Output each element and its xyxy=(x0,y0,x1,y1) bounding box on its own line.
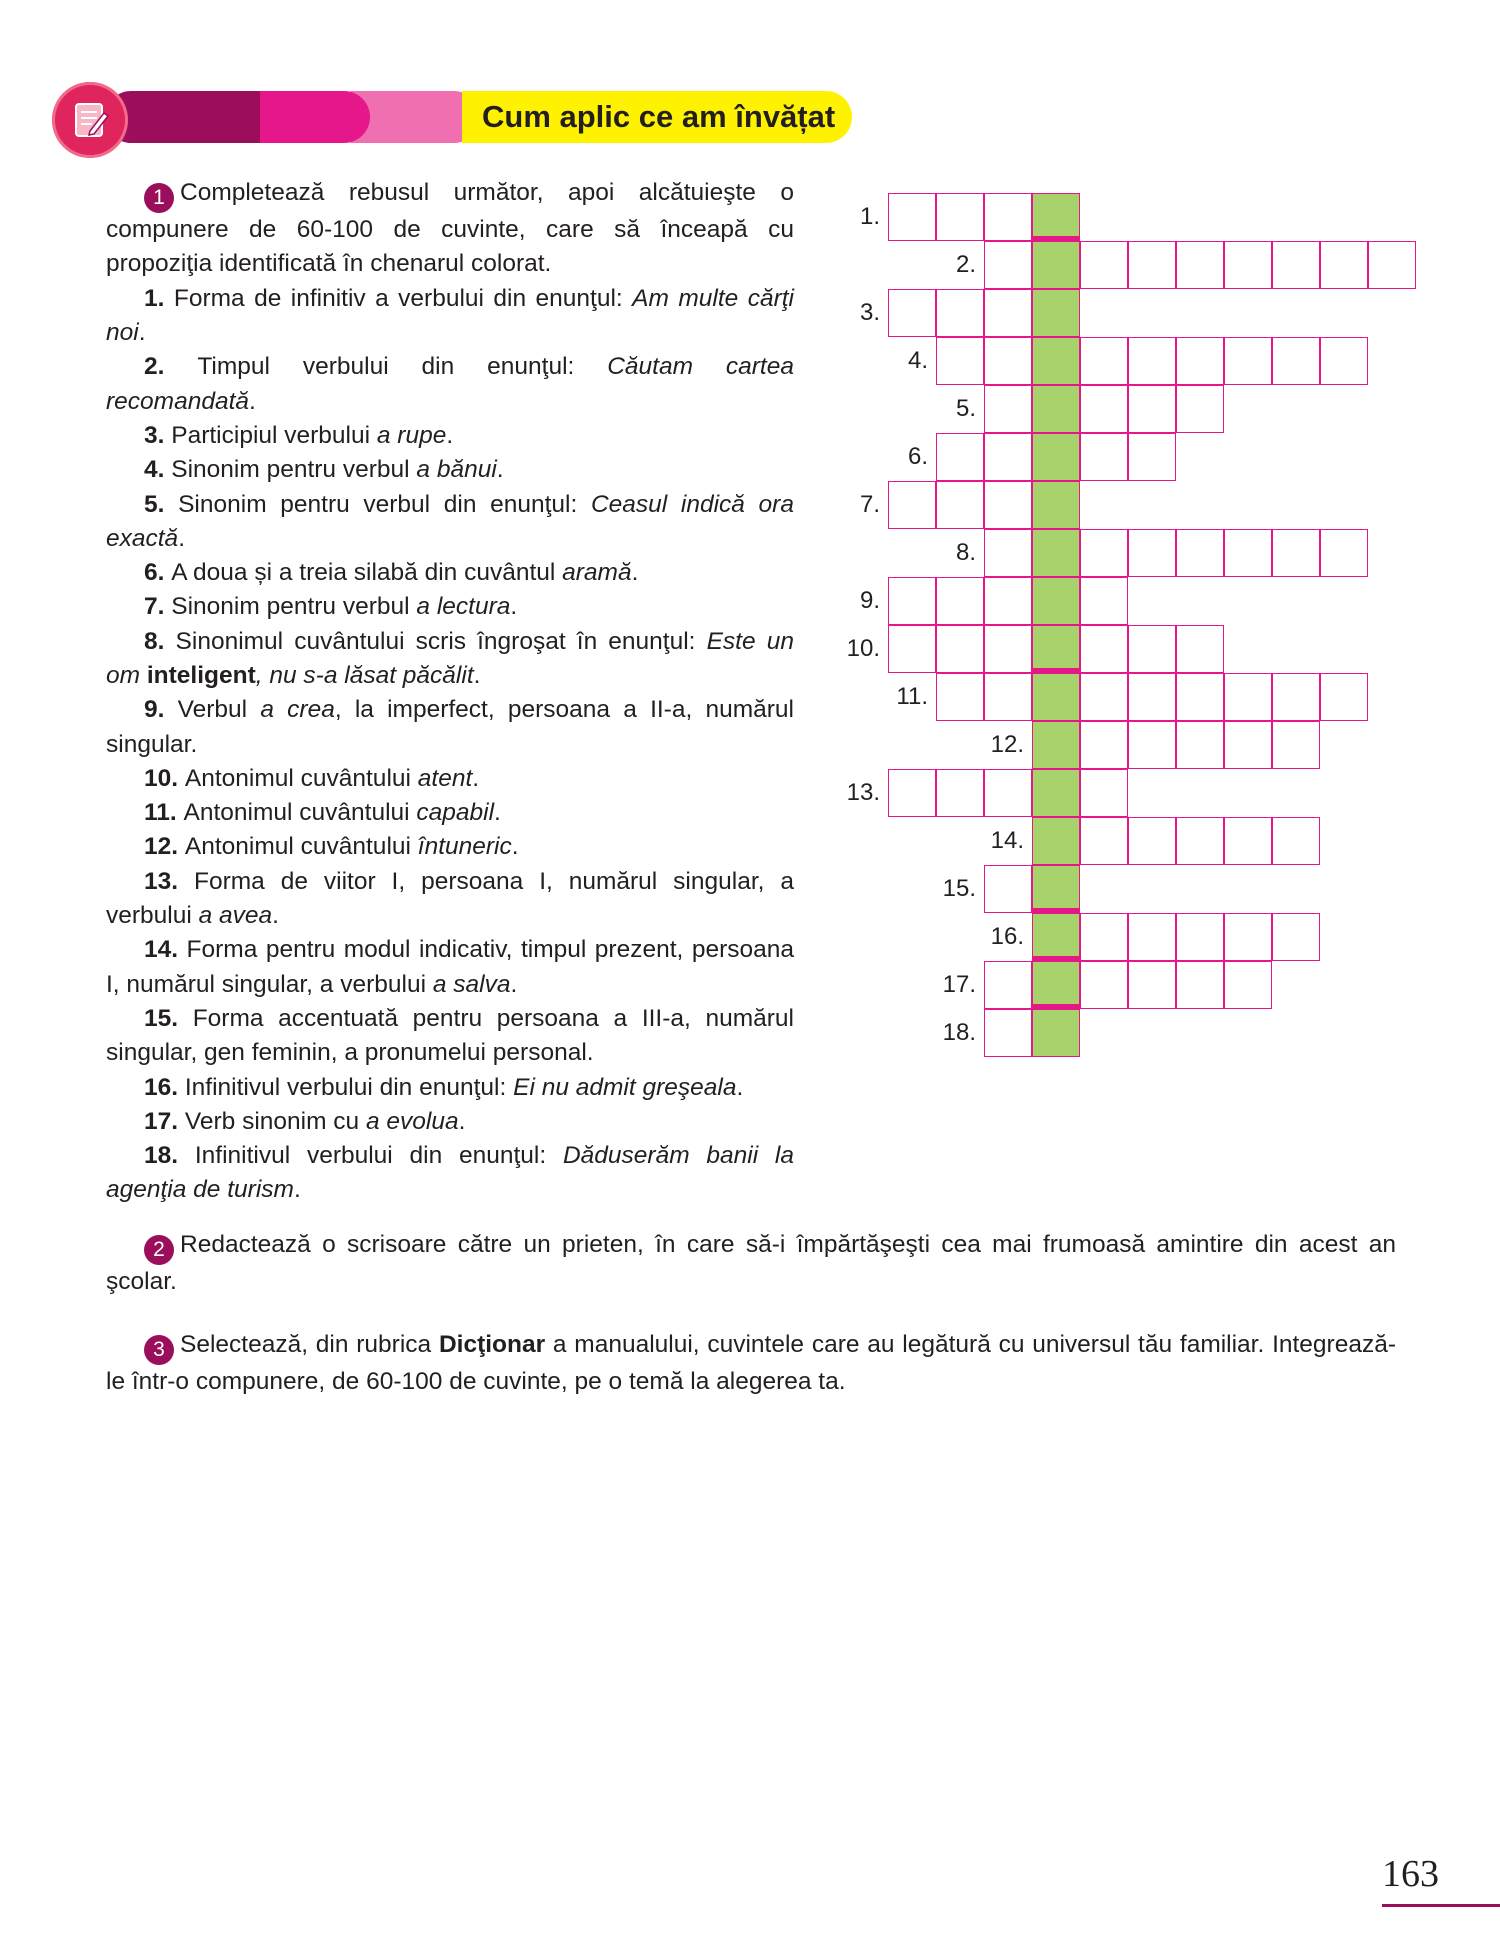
clue-number: 12. xyxy=(144,833,185,861)
crossword-cell[interactable] xyxy=(1224,529,1272,577)
crossword-cell[interactable] xyxy=(1128,433,1176,481)
crossword-cell[interactable] xyxy=(984,289,1032,337)
crossword-cell[interactable] xyxy=(984,961,1032,1009)
clue-example: a evolua xyxy=(366,1107,459,1135)
section-title-pill xyxy=(462,91,852,143)
clue-text: Timpul verbului din enunţul: xyxy=(197,353,608,381)
crossword-cell[interactable] xyxy=(1080,241,1128,289)
crossword-cell[interactable] xyxy=(1128,817,1176,865)
crossword-cell[interactable] xyxy=(984,481,1032,529)
clue-text: Antonimul cuvântului xyxy=(183,799,417,827)
crossword-cell[interactable] xyxy=(936,433,984,481)
crossword-cell[interactable] xyxy=(1128,961,1176,1009)
crossword-cell[interactable] xyxy=(888,193,936,241)
clue-example: Căutam cartea recomandată xyxy=(106,353,794,415)
crossword-cell[interactable] xyxy=(1176,241,1224,289)
crossword-cell[interactable] xyxy=(888,577,936,625)
clue-number: 2. xyxy=(144,353,198,381)
crossword-row-label: 16. xyxy=(990,923,1024,950)
crossword-cell[interactable] xyxy=(1128,721,1176,769)
clue-text: Verb sinonim cu xyxy=(184,1107,366,1135)
clue-example: Ei nu admit greşeala xyxy=(513,1073,737,1101)
clue-example: , nu s-a lăsat păcălit xyxy=(255,662,474,689)
crossword-row-label: 5. xyxy=(955,395,976,422)
exercise-2-text: Redactează o scrisoare către un prieten, în care să-i împărtăşeşti cea mai frumoasă amintire din acest an şcolar. xyxy=(106,1231,1396,1296)
clue-number: 10. xyxy=(144,764,185,792)
clue-example: a rupe xyxy=(376,421,447,449)
crossword-cell[interactable] xyxy=(984,1009,1032,1057)
crossword-cell[interactable] xyxy=(984,769,1032,817)
crossword-cell[interactable] xyxy=(888,769,936,817)
crossword-cell[interactable] xyxy=(1176,625,1224,673)
crossword-row-label: 6. xyxy=(907,443,928,470)
clue-number: 9. xyxy=(144,696,178,724)
clue-example: a lectura xyxy=(416,593,511,621)
clue-item xyxy=(106,1071,794,1105)
clue-text: Participiul verbului xyxy=(171,421,377,449)
crossword-key-cell[interactable] xyxy=(1032,289,1080,337)
crossword-cell[interactable] xyxy=(936,673,984,721)
crossword-key-cell[interactable] xyxy=(1032,481,1080,529)
crossword-cell[interactable] xyxy=(1080,913,1128,961)
clue-end: . xyxy=(631,559,639,587)
clue-item xyxy=(106,282,794,351)
crossword-key-cell[interactable] xyxy=(1032,625,1080,673)
crossword-cell[interactable] xyxy=(936,625,984,673)
clue-text: Infinitivul verbului din enunţul: xyxy=(194,1142,563,1170)
crossword-cell[interactable] xyxy=(984,241,1032,289)
crossword-cell[interactable] xyxy=(1128,337,1176,385)
crossword-cell[interactable] xyxy=(1080,817,1128,865)
crossword-cell[interactable] xyxy=(1128,673,1176,721)
exercise-1 xyxy=(106,176,794,1208)
crossword-key-cell[interactable] xyxy=(1032,337,1080,385)
crossword-cell[interactable] xyxy=(1272,529,1320,577)
crossword-cell[interactable] xyxy=(1320,529,1368,577)
clue-end: . xyxy=(473,662,481,689)
crossword-cell[interactable] xyxy=(1320,241,1368,289)
clue-number: 8. xyxy=(144,627,176,655)
crossword-key-cell[interactable] xyxy=(1032,865,1080,913)
clue-end: . xyxy=(494,799,501,827)
clue-text: Sinonim pentru verbul xyxy=(171,593,417,621)
crossword-cell[interactable] xyxy=(1080,337,1128,385)
clue-text: Forma pentru modul indicativ, timpul prezent, persoana I, numărul singular, a verbului xyxy=(106,936,794,998)
clue-number: 17. xyxy=(144,1107,185,1135)
crossword-cell[interactable] xyxy=(1272,337,1320,385)
crossword-cell[interactable] xyxy=(1224,817,1272,865)
clue-end: . xyxy=(249,387,256,415)
crossword-cell[interactable] xyxy=(1128,529,1176,577)
clue-item xyxy=(106,556,794,590)
crossword-key-cell[interactable] xyxy=(1032,433,1080,481)
crossword-row-label: 7. xyxy=(859,491,880,518)
clue-item xyxy=(106,1002,794,1071)
clue-number: 16. xyxy=(144,1073,185,1101)
clue-item xyxy=(106,1139,794,1208)
clue-end: . xyxy=(472,764,480,792)
clue-end: . xyxy=(586,1039,594,1067)
clue-end: . xyxy=(178,524,185,552)
crossword-cell[interactable] xyxy=(936,481,984,529)
crossword-row-label: 17. xyxy=(942,971,976,998)
crossword-key-cell[interactable] xyxy=(1032,817,1080,865)
crossword-cell[interactable] xyxy=(1176,961,1224,1009)
crossword-key-cell[interactable] xyxy=(1032,961,1080,1009)
crossword-row-label: 9. xyxy=(859,587,880,614)
clue-item xyxy=(106,590,794,624)
crossword-row-label: 14. xyxy=(990,827,1024,854)
clue-end: . xyxy=(736,1073,744,1101)
crossword-key-cell[interactable] xyxy=(1032,193,1080,241)
clue-number: 5. xyxy=(144,490,179,518)
page-number: 163 xyxy=(1382,1853,1439,1895)
crossword-cell[interactable] xyxy=(936,289,984,337)
crossword-cell[interactable] xyxy=(1080,625,1128,673)
crossword-cell[interactable] xyxy=(1080,385,1128,433)
clue-number: 13. xyxy=(144,867,194,895)
clue-example: a crea xyxy=(260,696,335,724)
crossword-cell[interactable] xyxy=(1176,385,1224,433)
crossword-row-label: 3. xyxy=(859,299,880,326)
clue-bold-word: inteligent xyxy=(146,662,256,689)
crossword-cell[interactable] xyxy=(1128,241,1176,289)
clue-example: Ceasul indică ora exactă xyxy=(106,490,794,552)
clue-example: a avea xyxy=(198,902,273,930)
clue-text: A doua și a treia silabă din cuvântul xyxy=(171,559,563,587)
clue-number: 3. xyxy=(144,421,172,449)
clue-end: . xyxy=(138,319,146,347)
crossword-key-cell[interactable] xyxy=(1032,577,1080,625)
clue-text: Verbul xyxy=(177,696,261,724)
exercise-number-badge: 2 xyxy=(144,1235,174,1265)
clue-number: 18. xyxy=(144,1142,195,1170)
crossword-cell[interactable] xyxy=(1080,721,1128,769)
exercise-2 xyxy=(106,1228,1396,1299)
crossword-cell[interactable] xyxy=(984,625,1032,673)
writing-pad-icon xyxy=(52,82,128,158)
crossword-cell[interactable] xyxy=(936,337,984,385)
clue-example: capabil xyxy=(416,799,495,827)
clue-number: 7. xyxy=(144,593,172,621)
clue-end: . xyxy=(496,456,504,484)
crossword-row-label: 1. xyxy=(859,203,880,230)
clue-end: . xyxy=(511,833,519,861)
clue-end: . xyxy=(272,902,279,930)
crossword-cell[interactable] xyxy=(1176,673,1224,721)
crossword-cell[interactable] xyxy=(936,193,984,241)
section-title: Cum aplic ce am învățat xyxy=(482,99,836,134)
clue-item xyxy=(106,693,794,762)
clue-number: 11. xyxy=(144,799,184,827)
clue-text: Antonimul cuvântului xyxy=(184,833,418,861)
clue-item xyxy=(106,762,794,796)
crossword-key-cell[interactable] xyxy=(1032,721,1080,769)
crossword-cell[interactable] xyxy=(1272,721,1320,769)
clue-item xyxy=(106,453,794,487)
crossword-row-label: 13. xyxy=(846,779,880,806)
crossword-row-label: 12. xyxy=(990,731,1024,758)
clue-end: . xyxy=(510,970,518,998)
crossword-cell[interactable] xyxy=(984,433,1032,481)
crossword-cell[interactable] xyxy=(1080,769,1128,817)
crossword-cell[interactable] xyxy=(1224,337,1272,385)
crossword-cell[interactable] xyxy=(936,577,984,625)
clue-example: Dăduserăm banii la agenţia de turism xyxy=(106,1142,794,1204)
clue-text: Forma accentuată pentru persoana a III-a, numărul singular, gen feminin, a pronumelui personal xyxy=(106,1004,794,1067)
clue-end: . xyxy=(190,730,198,758)
crossword-key-cell[interactable] xyxy=(1032,529,1080,577)
crossword-cell[interactable] xyxy=(984,193,1032,241)
crossword-row-label: 2. xyxy=(955,251,976,278)
crossword-row-label: 18. xyxy=(942,1019,976,1046)
crossword-row-label: 10. xyxy=(846,635,880,662)
clue-item xyxy=(106,865,794,934)
clue-item xyxy=(106,488,794,557)
crossword-row-label: 8. xyxy=(955,539,976,566)
clue-end: . xyxy=(446,421,454,449)
clue-example: întuneric xyxy=(417,833,512,861)
clue-end: . xyxy=(510,593,518,621)
crossword-cell[interactable] xyxy=(1080,577,1128,625)
crossword-cell[interactable] xyxy=(1176,721,1224,769)
exercise-3 xyxy=(106,1328,1396,1399)
exercise-number-badge: 3 xyxy=(144,1335,174,1365)
crossword-row-label: 11. xyxy=(896,683,928,710)
exercise-number-badge: 1 xyxy=(144,183,174,213)
clue-item xyxy=(106,796,794,830)
crossword-key-cell[interactable] xyxy=(1032,913,1080,961)
clue-text: Sinonimul cuvântului scris îngroşat în enunţul: xyxy=(175,627,707,655)
crossword-cell[interactable] xyxy=(888,625,936,673)
clue-item xyxy=(106,419,794,453)
clue-list xyxy=(106,282,794,1208)
crossword-cell[interactable] xyxy=(984,529,1032,577)
clue-example: a salva xyxy=(432,970,511,998)
crossword-cell[interactable] xyxy=(1080,433,1128,481)
clue-example: Am multe cărţi noi xyxy=(106,284,794,347)
exercise-1-intro xyxy=(106,176,794,282)
crossword-cell[interactable] xyxy=(1080,961,1128,1009)
header-bar-dark xyxy=(105,91,260,143)
clue-text: Forma de infinitiv a verbului din enunţul: xyxy=(173,284,633,312)
clue-text: Infinitivul verbului din enunţul: xyxy=(184,1073,514,1101)
crossword-cell[interactable] xyxy=(1272,673,1320,721)
crossword-cell[interactable] xyxy=(1176,529,1224,577)
exercise-3-bold-word: Dicţionar xyxy=(438,1331,546,1358)
clue-number: 15. xyxy=(144,1004,193,1032)
crossword-cell[interactable] xyxy=(1224,721,1272,769)
crossword-key-cell[interactable] xyxy=(1032,1009,1080,1057)
clue-number: 6. xyxy=(144,559,172,587)
clue-item xyxy=(106,625,794,694)
crossword-key-cell[interactable] xyxy=(1032,673,1080,721)
clue-item xyxy=(106,933,794,1002)
section-header xyxy=(0,0,1500,160)
clue-item xyxy=(106,350,794,419)
exercise-3-text-a: Selectează, din rubrica xyxy=(180,1331,439,1358)
crossword-cell[interactable] xyxy=(1176,913,1224,961)
crossword-cell[interactable] xyxy=(984,865,1032,913)
clue-end: . xyxy=(458,1107,466,1135)
clue-text: Forma de viitor I, persoana I, numărul singular, a verbului xyxy=(106,867,794,930)
crossword-cell[interactable] xyxy=(1128,913,1176,961)
crossword-cell[interactable] xyxy=(1224,673,1272,721)
clue-example: atent xyxy=(417,764,473,792)
crossword-cell[interactable] xyxy=(1272,241,1320,289)
crossword-cell[interactable] xyxy=(1320,337,1368,385)
page-number-rule xyxy=(1382,1904,1500,1907)
clue-text: Sinonim pentru verbul din enunţul: xyxy=(178,490,591,518)
crossword-key-cell[interactable] xyxy=(1032,769,1080,817)
crossword-cell[interactable] xyxy=(1080,673,1128,721)
crossword-cell[interactable] xyxy=(984,673,1032,721)
clue-text: , la imperfect, persoana a II-a, numărul singular xyxy=(106,696,794,758)
crossword-cell[interactable] xyxy=(984,577,1032,625)
exercise-1-intro-text: Completează rebusul următor, apoi alcătuieşte o compunere de 60-100 de cuvinte, care să înceapă cu propoziţia identificată în chenarul colorat. xyxy=(106,179,794,278)
crossword-cell[interactable] xyxy=(1320,673,1368,721)
crossword-cell[interactable] xyxy=(984,337,1032,385)
clue-item xyxy=(106,830,794,864)
crossword-cell[interactable] xyxy=(984,385,1032,433)
crossword-cell[interactable] xyxy=(1224,241,1272,289)
crossword-key-cell[interactable] xyxy=(1032,241,1080,289)
clue-example: Este un om xyxy=(106,627,794,689)
crossword-cell[interactable] xyxy=(1128,625,1176,673)
crossword-row-label: 4. xyxy=(907,347,928,374)
clue-text: Antonimul cuvântului xyxy=(184,764,418,792)
crossword-cell[interactable] xyxy=(1080,529,1128,577)
crossword-cell[interactable] xyxy=(1224,913,1272,961)
crossword-cell[interactable] xyxy=(1272,913,1320,961)
clue-example: aramă xyxy=(562,559,632,587)
crossword-cell[interactable] xyxy=(1224,961,1272,1009)
crossword-row-label: 15. xyxy=(942,875,976,902)
crossword-cell[interactable] xyxy=(888,481,936,529)
crossword-cell[interactable] xyxy=(1176,337,1224,385)
clue-example: a bănui xyxy=(416,456,497,484)
clue-text: Sinonim pentru verbul xyxy=(171,456,417,484)
crossword-cell[interactable] xyxy=(1272,817,1320,865)
clue-number: 14. xyxy=(144,936,187,964)
clue-number: 4. xyxy=(144,456,172,484)
crossword-cell[interactable] xyxy=(888,289,936,337)
clue-number: 1. xyxy=(144,284,174,312)
crossword-cell[interactable] xyxy=(936,769,984,817)
clue-item xyxy=(106,1105,794,1139)
crossword-cell[interactable] xyxy=(1176,817,1224,865)
crossword-key-cell[interactable] xyxy=(1032,385,1080,433)
crossword-cell[interactable] xyxy=(1368,241,1416,289)
clue-end: . xyxy=(293,1176,301,1204)
exercise-3-text-b: a manualului, cuvintele care au legătură cu universul tău familiar. Integrează-le într-o compunere, de 60-100 de cuvinte, pe o temă la alegerea ta. xyxy=(106,1331,1397,1396)
crossword-cell[interactable] xyxy=(1128,385,1176,433)
